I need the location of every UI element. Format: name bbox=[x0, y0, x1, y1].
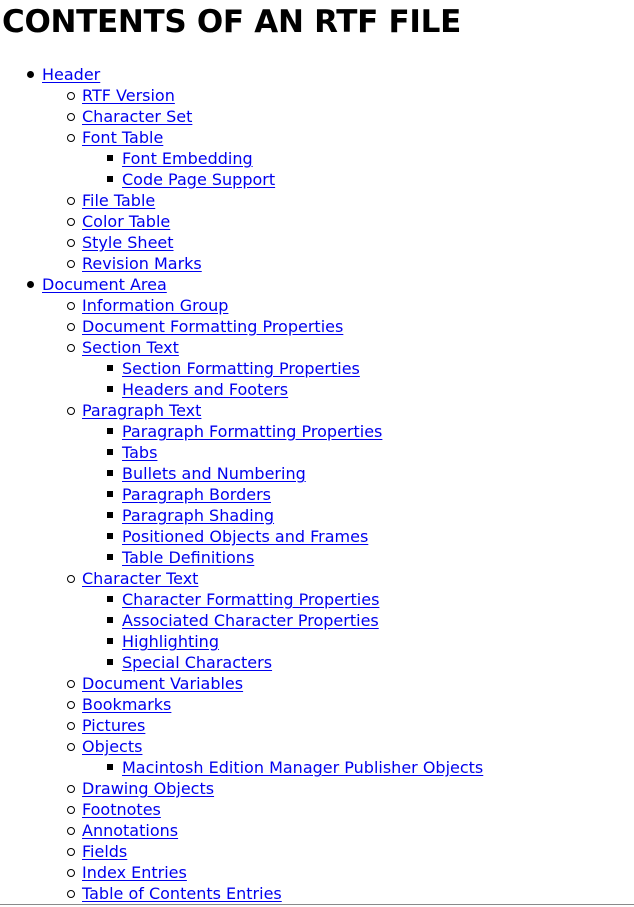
toc-item bbox=[0, 652, 634, 673]
table-of-contents bbox=[0, 64, 634, 904]
toc-item bbox=[0, 316, 634, 337]
toc-link[interactable]: Document Formatting Properties bbox=[82, 317, 344, 336]
hollow-circle-bullet-icon bbox=[67, 680, 75, 688]
hollow-circle-bullet-icon bbox=[67, 302, 75, 310]
toc-link[interactable]: Revision Marks bbox=[82, 254, 202, 273]
toc-item bbox=[0, 505, 634, 526]
toc-link[interactable]: Header bbox=[42, 65, 101, 84]
toc-item bbox=[0, 778, 634, 799]
toc-link[interactable]: Drawing Objects bbox=[82, 779, 215, 798]
toc-item bbox=[0, 421, 634, 442]
toc-link[interactable]: Objects bbox=[82, 737, 143, 756]
toc-item bbox=[0, 85, 634, 106]
square-bullet-icon bbox=[107, 554, 113, 560]
toc-item bbox=[0, 799, 634, 820]
hollow-circle-bullet-icon bbox=[67, 197, 75, 205]
toc-link[interactable]: Associated Character Properties bbox=[122, 611, 379, 630]
toc-link[interactable]: Tabs bbox=[122, 443, 158, 462]
toc-link[interactable]: Positioned Objects and Frames bbox=[122, 527, 369, 546]
toc-link[interactable]: Section Text bbox=[82, 338, 179, 357]
toc-item bbox=[0, 337, 634, 358]
hollow-circle-bullet-icon bbox=[67, 575, 75, 583]
square-bullet-icon bbox=[107, 470, 113, 476]
toc-link[interactable]: Section Formatting Properties bbox=[122, 359, 360, 378]
hollow-circle-bullet-icon bbox=[67, 701, 75, 709]
toc-item bbox=[0, 610, 634, 631]
toc-link[interactable]: Character Set bbox=[82, 107, 193, 126]
toc-link[interactable]: Fields bbox=[82, 842, 128, 861]
toc-item bbox=[0, 631, 634, 652]
square-bullet-icon bbox=[107, 533, 113, 539]
toc-item bbox=[0, 169, 634, 190]
toc-item bbox=[0, 568, 634, 589]
toc-link[interactable]: Code Page Support bbox=[122, 170, 276, 189]
square-bullet-icon bbox=[107, 617, 113, 623]
hollow-circle-bullet-icon bbox=[67, 92, 75, 100]
hollow-circle-bullet-icon bbox=[67, 722, 75, 730]
toc-item bbox=[0, 127, 634, 148]
toc-link[interactable]: Table of Contents Entries bbox=[82, 884, 282, 903]
hollow-circle-bullet-icon bbox=[67, 869, 75, 877]
toc-link[interactable]: Document Variables bbox=[82, 674, 244, 693]
toc-link[interactable]: Font Embedding bbox=[122, 149, 253, 168]
hollow-circle-bullet-icon bbox=[67, 218, 75, 226]
toc-item bbox=[0, 820, 634, 841]
toc-link[interactable]: Font Table bbox=[82, 128, 164, 147]
hollow-circle-bullet-icon bbox=[67, 344, 75, 352]
hollow-circle-bullet-icon bbox=[67, 323, 75, 331]
toc-link[interactable]: Paragraph Shading bbox=[122, 506, 275, 525]
toc-item bbox=[0, 589, 634, 610]
square-bullet-icon bbox=[107, 449, 113, 455]
toc-item bbox=[0, 715, 634, 736]
square-bullet-icon bbox=[107, 512, 113, 518]
page-title: CONTENTS OF AN RTF FILE bbox=[2, 4, 461, 40]
filled-circle-bullet-icon bbox=[27, 281, 34, 288]
toc-item bbox=[0, 379, 634, 400]
toc-link[interactable]: Document Area bbox=[42, 275, 167, 294]
toc-item bbox=[0, 64, 634, 85]
toc-item bbox=[0, 190, 634, 211]
hollow-circle-bullet-icon bbox=[67, 743, 75, 751]
toc-link[interactable]: Index Entries bbox=[82, 863, 187, 882]
toc-link[interactable]: Annotations bbox=[82, 821, 179, 840]
toc-item bbox=[0, 400, 634, 421]
square-bullet-icon bbox=[107, 764, 113, 770]
toc-item bbox=[0, 862, 634, 883]
toc-link[interactable]: Character Formatting Properties bbox=[122, 590, 380, 609]
toc-item bbox=[0, 757, 634, 778]
toc-item bbox=[0, 694, 634, 715]
toc-link[interactable]: Macintosh Edition Manager Publisher Objects bbox=[122, 758, 484, 777]
square-bullet-icon bbox=[107, 638, 113, 644]
hollow-circle-bullet-icon bbox=[67, 848, 75, 856]
toc-item bbox=[0, 484, 634, 505]
toc-link[interactable]: Character Text bbox=[82, 569, 199, 588]
toc-item bbox=[0, 148, 634, 169]
toc-item bbox=[0, 295, 634, 316]
toc-item bbox=[0, 547, 634, 568]
hollow-circle-bullet-icon bbox=[67, 260, 75, 268]
toc-link[interactable]: Color Table bbox=[82, 212, 171, 231]
hollow-circle-bullet-icon bbox=[67, 407, 75, 415]
toc-link[interactable]: Footnotes bbox=[82, 800, 161, 819]
toc-link[interactable]: Bullets and Numbering bbox=[122, 464, 306, 483]
hollow-circle-bullet-icon bbox=[67, 239, 75, 247]
toc-item bbox=[0, 442, 634, 463]
toc-link[interactable]: Highlighting bbox=[122, 632, 219, 651]
toc-link[interactable]: Information Group bbox=[82, 296, 229, 315]
toc-item bbox=[0, 673, 634, 694]
toc-link[interactable]: Paragraph Borders bbox=[122, 485, 272, 504]
toc-item bbox=[0, 358, 634, 379]
toc-item bbox=[0, 736, 634, 757]
square-bullet-icon bbox=[107, 386, 113, 392]
toc-item bbox=[0, 463, 634, 484]
square-bullet-icon bbox=[107, 176, 113, 182]
toc-link[interactable]: Pictures bbox=[82, 716, 146, 735]
toc-link[interactable]: Style Sheet bbox=[82, 233, 174, 252]
toc-item bbox=[0, 274, 634, 295]
square-bullet-icon bbox=[107, 659, 113, 665]
hollow-circle-bullet-icon bbox=[67, 134, 75, 142]
toc-link[interactable]: Paragraph Formatting Properties bbox=[122, 422, 383, 441]
toc-link[interactable]: Special Characters bbox=[122, 653, 273, 672]
toc-item bbox=[0, 106, 634, 127]
bottom-divider bbox=[0, 904, 634, 905]
toc-link[interactable]: Table Definitions bbox=[122, 548, 255, 567]
square-bullet-icon bbox=[107, 428, 113, 434]
hollow-circle-bullet-icon bbox=[67, 827, 75, 835]
toc-link[interactable]: Paragraph Text bbox=[82, 401, 202, 420]
toc-link[interactable]: Headers and Footers bbox=[122, 380, 289, 399]
square-bullet-icon bbox=[107, 596, 113, 602]
square-bullet-icon bbox=[107, 491, 113, 497]
toc-item bbox=[0, 841, 634, 862]
square-bullet-icon bbox=[107, 365, 113, 371]
toc-link[interactable]: Bookmarks bbox=[82, 695, 172, 714]
hollow-circle-bullet-icon bbox=[67, 806, 75, 814]
toc-link[interactable]: RTF Version bbox=[82, 86, 175, 105]
toc-item bbox=[0, 253, 634, 274]
hollow-circle-bullet-icon bbox=[67, 785, 75, 793]
toc-link[interactable]: File Table bbox=[82, 191, 156, 210]
toc-item bbox=[0, 232, 634, 253]
toc-item bbox=[0, 211, 634, 232]
square-bullet-icon bbox=[107, 155, 113, 161]
toc-item bbox=[0, 526, 634, 547]
filled-circle-bullet-icon bbox=[27, 71, 34, 78]
hollow-circle-bullet-icon bbox=[67, 890, 75, 898]
toc-item bbox=[0, 883, 634, 904]
hollow-circle-bullet-icon bbox=[67, 113, 75, 121]
